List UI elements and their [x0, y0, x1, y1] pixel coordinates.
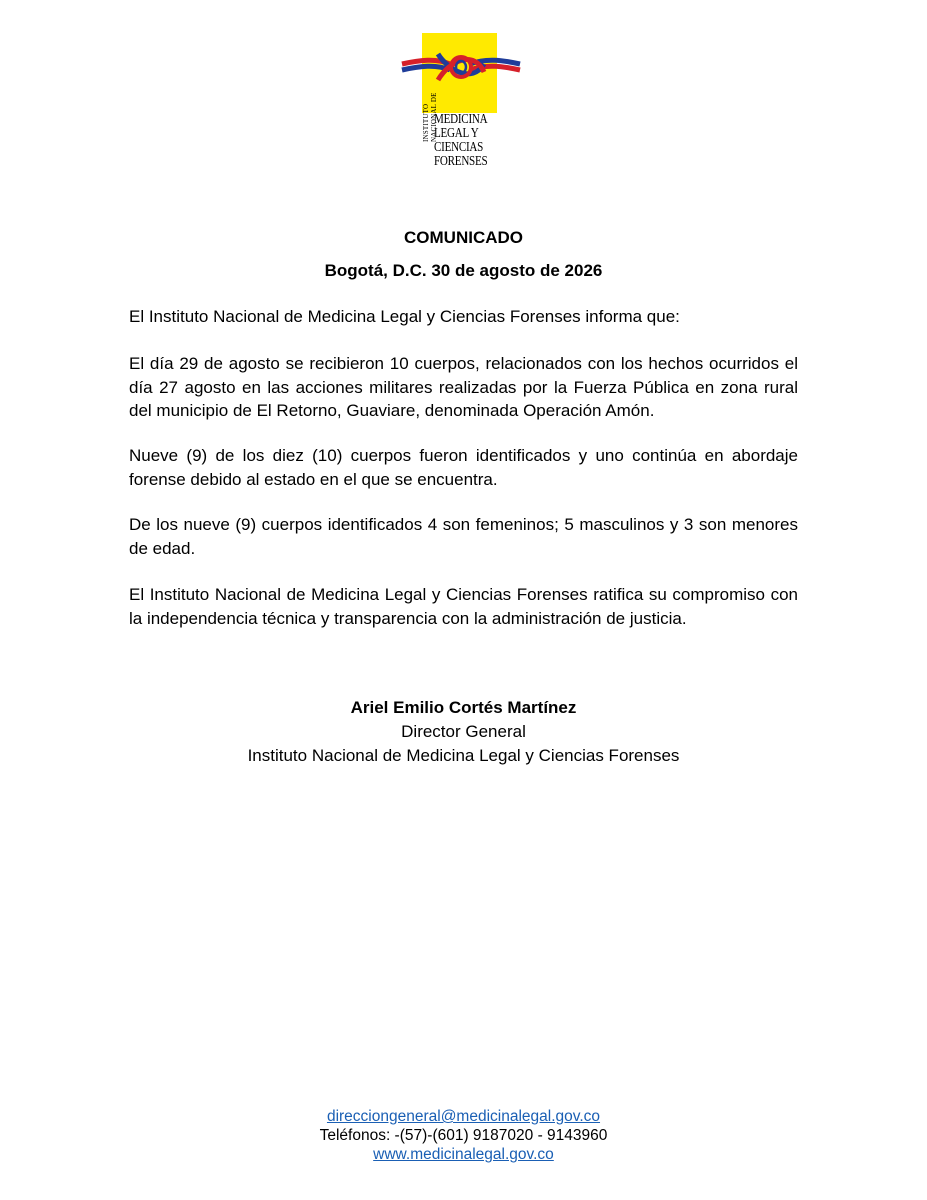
footer-website-link[interactable]: www.medicinalegal.gov.co: [373, 1146, 554, 1163]
footer-email-link[interactable]: direcciongeneral@medicinalegal.gov.co: [326, 1108, 601, 1125]
logo-wordmark-line: MEDICINA: [434, 111, 488, 126]
logo-side-line: NACIONAL DE: [430, 92, 438, 142]
logo-wordmark-line: LEGAL Y: [434, 125, 479, 140]
logo-wordmark: [434, 112, 487, 168]
intro-paragraph: El Instituto Nacional de Medicina Legal y Ciencias Forenses informa que:: [129, 307, 680, 326]
body-paragraph-1: El día 29 de agosto se recibieron 10 cuerpos, relacionados con los hechos ocurridos el día 27 agosto en las acciones militares realizadas por la Fuerza Pública en zona rural del municipio de El Retorno, Guaviare, denominada Operación Amón.: [129, 354, 798, 420]
footer-phones: Teléfonos: -(57)-(601) 9187020 - 9143960: [319, 1127, 608, 1144]
signatory-role: Director General: [401, 722, 526, 741]
signatory-name: Ariel Emilio Cortés Martínez: [350, 698, 577, 717]
institution-logo: [398, 30, 526, 176]
logo-side-line: INSTITUTO: [422, 103, 430, 142]
document-title: COMUNICADO: [404, 228, 523, 247]
body-paragraph-4: El Instituto Nacional de Medicina Legal y Ciencias Forenses ratifica su compromiso con la independencia técnica y transparencia con la administración de justicia.: [129, 585, 798, 628]
document-date: Bogotá, D.C. 30 de agosto de 2026: [324, 261, 603, 280]
logo-wordmark-line: CIENCIAS: [434, 139, 484, 154]
signatory-organization: Instituto Nacional de Medicina Legal y Ciencias Forenses: [247, 746, 680, 765]
body-paragraph-2: Nueve (9) de los diez (10) cuerpos fueron identificados y uno continúa en abordaje forense debido al estado en el que se encuentra.: [129, 446, 798, 489]
logo-wordmark-line: FORENSES: [434, 153, 488, 168]
body-paragraph-3: De los nueve (9) cuerpos identificados 4 son femeninos; 5 masculinos y 3 son menores de edad.: [129, 515, 798, 558]
